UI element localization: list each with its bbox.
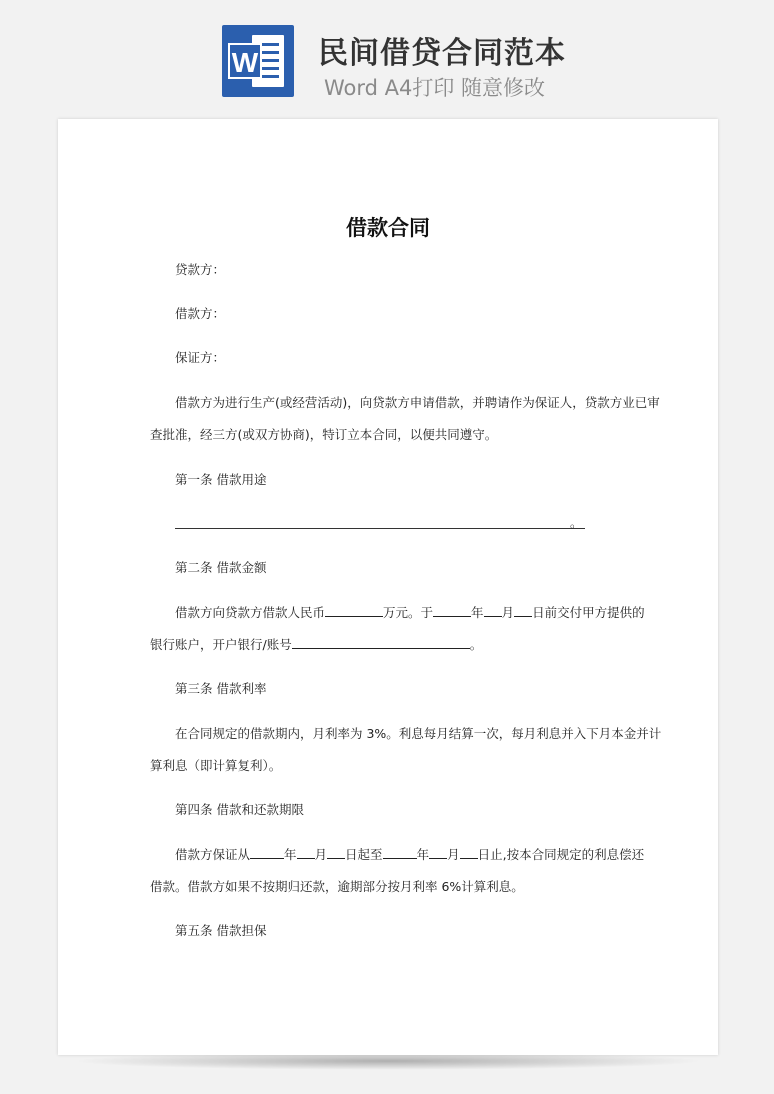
text-segment: 年	[284, 847, 297, 862]
text-segment: 月	[447, 847, 460, 862]
text-segment: 日起至	[345, 847, 383, 862]
article-4-line-2: 借款。借款方如果不按期归还款，逾期部分按月利率 6%计算利息。	[150, 879, 524, 894]
intro-line-2: 查批准，经三方(或双方协商)，特订立本合同，以便共同遵守。	[150, 427, 498, 442]
text-segment: 月	[314, 847, 328, 862]
article-1-blank-line	[175, 528, 585, 529]
blank-month	[484, 604, 502, 617]
article-2-line-1	[175, 603, 645, 621]
intro-line-1: 借款方为进行生产(或经营活动)，向贷款方申请借款，并聘请作为保证人，贷款方业已审	[175, 395, 660, 410]
blank-year	[383, 846, 417, 859]
text-segment: 银行账户，开户银行/账号	[150, 637, 292, 652]
blank-account	[292, 636, 470, 649]
text-segment: 借款方向贷款方借款人民币	[175, 605, 326, 620]
text-segment: 万元。于	[383, 605, 434, 620]
blank-day	[460, 846, 478, 859]
text-segment: 月	[501, 605, 515, 620]
article-5-heading: 第五条 借款担保	[175, 923, 267, 938]
article-1-end: 。	[570, 515, 583, 530]
text-segment: 年	[416, 847, 430, 862]
blank-day	[327, 846, 345, 859]
blank-year	[250, 846, 284, 859]
article-3-line-1: 在合同规定的借款期内，月利率为 3%。利息每月结算一次，每月利息并入下月本金并计	[175, 726, 662, 741]
article-3-heading: 第三条 借款利率	[175, 681, 267, 696]
text-segment: 日前交付甲方提供的	[532, 605, 645, 620]
blank-day	[514, 604, 532, 617]
word-doc-icon	[222, 25, 294, 97]
lender-label: 贷款方：	[175, 262, 226, 277]
text-segment: 日止,按本合同规定的利息偿还	[477, 847, 645, 862]
text-segment: 。	[469, 637, 483, 652]
article-4-heading: 第四条 借款和还款期限	[175, 802, 304, 817]
blank-month	[297, 846, 315, 859]
blank-year	[433, 604, 471, 617]
word-letter: W	[228, 43, 262, 79]
borrower-label: 借款方：	[175, 306, 226, 321]
page-subtitle: Word A4打印 随意修改	[324, 76, 546, 100]
article-1-heading: 第一条 借款用途	[175, 472, 267, 487]
article-4-line-1	[175, 845, 644, 863]
article-3-line-2: 算利息（即计算复利）。	[150, 758, 282, 773]
header	[0, 0, 774, 110]
guarantor-label: 保证方：	[175, 350, 226, 365]
document-page	[58, 119, 718, 1055]
watermark	[93, 465, 123, 496]
article-2-line-2	[150, 635, 482, 653]
page-title: 民间借贷合同范本	[318, 36, 566, 71]
article-2-heading: 第二条 借款金额	[175, 560, 267, 575]
document-title: 借款合同	[346, 216, 430, 240]
text-segment: 借款方保证从	[175, 847, 251, 862]
blank-amount	[325, 604, 383, 617]
text-segment: 年	[471, 605, 484, 620]
blank-month	[429, 846, 447, 859]
